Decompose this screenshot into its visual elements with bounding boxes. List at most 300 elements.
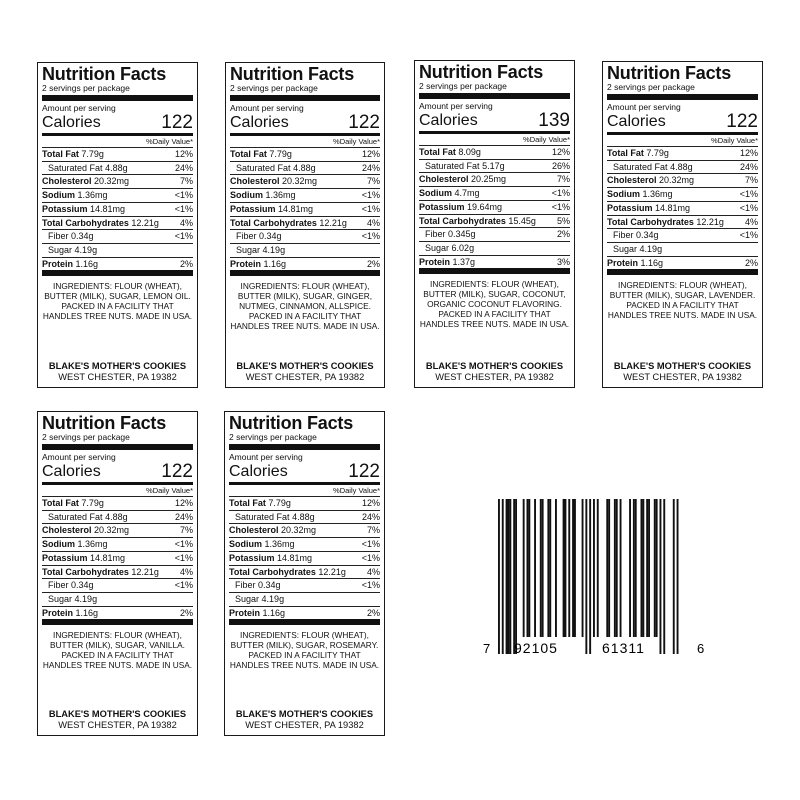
nutrient-row xyxy=(607,146,758,160)
nutrient-name-amount xyxy=(42,217,159,230)
nutrient-name: Total Carbohydrates xyxy=(230,217,317,228)
nutrient-daily-value: 4% xyxy=(179,217,193,228)
nutrient-amount: 4.19g xyxy=(261,593,285,604)
barcode-bar xyxy=(614,499,616,637)
nutrient-row xyxy=(230,188,380,202)
barcode-bar xyxy=(585,499,587,654)
nutrient-name: Protein xyxy=(42,607,74,618)
divider-thick xyxy=(230,95,380,101)
nutrient-daily-value: 2% xyxy=(366,607,380,618)
nutrient-amount: 4.19g xyxy=(74,244,98,255)
nutrition-label-vanilla xyxy=(37,411,198,736)
nutrient-daily-value: <1% xyxy=(174,539,193,550)
nutrient-amount: 1.36mg xyxy=(264,539,295,550)
barcode-bar xyxy=(509,499,511,654)
nutrient-daily-value: 2% xyxy=(179,258,193,269)
nutrient-name-amount xyxy=(42,189,108,202)
nutrient-name-amount xyxy=(42,579,94,592)
nutrient-row xyxy=(230,147,380,161)
barcode-bar xyxy=(542,499,544,637)
nutrient-name: Sodium xyxy=(42,539,75,550)
nutrient-name: Total Carbohydrates xyxy=(42,566,129,577)
label-title: Nutrition Facts xyxy=(419,62,544,82)
nutrient-row xyxy=(42,161,193,175)
company-name: BLAKE'S MOTHER'S COOKIES xyxy=(48,361,187,371)
divider-thick xyxy=(229,444,380,450)
amount-per-serving: Amount per serving xyxy=(42,452,116,462)
nutrient-amount: 4.19g xyxy=(74,593,98,604)
label-footer xyxy=(226,361,384,383)
nutrient-row xyxy=(419,214,570,228)
daily-value-header: %Daily Value* xyxy=(333,137,380,146)
nutrient-amount: 4.88g xyxy=(293,162,316,173)
nutrient-daily-value: 4% xyxy=(179,566,193,577)
nutrient-daily-value: <1% xyxy=(361,539,380,550)
company-address: WEST CHESTER, PA 19382 xyxy=(245,720,364,730)
nutrient-amount: 12.21g xyxy=(131,217,159,228)
nutrient-name: Sodium xyxy=(607,189,640,200)
nutrient-name: Total Carbohydrates xyxy=(229,566,316,577)
nutrient-name: Cholesterol xyxy=(230,176,280,187)
nutrient-daily-value: 12% xyxy=(174,498,193,508)
nutrient-name: Cholesterol xyxy=(419,174,469,185)
nutrient-name: Total Carbohydrates xyxy=(607,216,694,227)
nutrient-row xyxy=(419,227,570,241)
nutrient-daily-value: 12% xyxy=(174,149,193,159)
nutrient-row xyxy=(607,215,758,229)
nutrient-amount: 1.36mg xyxy=(77,190,108,201)
nutrient-name-amount xyxy=(230,258,286,271)
barcode-bar xyxy=(660,499,662,654)
divider-thick xyxy=(42,619,193,625)
daily-value-header: %Daily Value* xyxy=(523,135,570,144)
nutrient-name: Potassium xyxy=(229,552,275,563)
nutrient-name-amount xyxy=(42,162,128,175)
nutrient-amount: 20.32mg xyxy=(281,525,317,536)
nutrient-name-amount xyxy=(607,174,694,187)
nutrient-row xyxy=(229,551,380,565)
nutrient-daily-value: <1% xyxy=(361,552,380,563)
nutrient-row xyxy=(419,241,570,255)
nutrient-name-amount xyxy=(419,187,480,200)
nutrient-row xyxy=(42,510,193,524)
nutrient-row xyxy=(42,537,193,551)
nutrient-row xyxy=(607,187,758,201)
nutrient-daily-value: 4% xyxy=(366,566,380,577)
servings-per-package: 2 servings per package xyxy=(419,81,507,91)
nutrient-row xyxy=(607,242,758,256)
nutrient-name: Cholesterol xyxy=(229,525,279,536)
barcode-bar xyxy=(508,499,510,654)
nutrient-row xyxy=(229,592,380,606)
nutrient-name-amount xyxy=(229,607,285,620)
nutrient-row xyxy=(42,147,193,161)
nutrient-row xyxy=(607,173,758,187)
nutrient-name: Fiber xyxy=(48,231,69,242)
nutrient-name-amount xyxy=(230,148,292,161)
nutrient-name-amount xyxy=(230,203,313,216)
nutrient-name-amount xyxy=(42,607,98,620)
nutrient-name: Fiber xyxy=(48,580,69,591)
calories-row xyxy=(42,113,193,132)
nutrient-name-amount xyxy=(42,497,104,510)
divider-thick xyxy=(229,619,380,625)
nutrient-row xyxy=(42,606,193,620)
divider-medium xyxy=(607,132,758,135)
divider-thick xyxy=(42,95,193,101)
divider-thick xyxy=(607,94,758,100)
nutrient-row xyxy=(419,145,570,159)
company-name: BLAKE'S MOTHER'S COOKIES xyxy=(236,361,374,371)
company-name: BLAKE'S MOTHER'S COOKIES xyxy=(235,709,374,719)
nutrient-name: Potassium xyxy=(42,552,88,563)
nutrient-daily-value: 12% xyxy=(739,148,758,158)
nutrient-name: Fiber xyxy=(613,230,634,241)
nutrient-amount: 14.81mg xyxy=(90,552,126,563)
nutrient-daily-value: 4% xyxy=(744,216,758,227)
nutrient-amount: 4.19g xyxy=(262,244,286,255)
nutrient-name-amount xyxy=(607,147,669,160)
nutrient-amount: 12.21g xyxy=(131,566,159,577)
nutrient-amount: 4.88g xyxy=(670,161,693,172)
nutrient-name: Total Fat xyxy=(419,147,456,157)
nutrient-amount: 7.79g xyxy=(81,498,104,508)
nutrient-row xyxy=(229,510,380,524)
label-title: Nutrition Facts xyxy=(607,63,732,83)
nutrient-name-amount xyxy=(419,242,474,255)
divider-medium xyxy=(42,133,193,136)
nutrient-amount: 14.81mg xyxy=(278,203,314,214)
calories-label: Calories xyxy=(419,112,478,129)
nutrient-row xyxy=(229,606,380,620)
nutrient-name-amount xyxy=(230,230,282,243)
nutrient-name: Sodium xyxy=(229,539,262,550)
barcode-bar xyxy=(663,499,665,654)
nutrient-row xyxy=(229,565,380,579)
nutrient-amount: 1.16g xyxy=(75,258,99,269)
barcode-bar xyxy=(513,499,515,654)
barcode-bar xyxy=(589,499,591,654)
nutrient-name-amount xyxy=(230,189,296,202)
divider-thick xyxy=(419,268,570,274)
barcode-bar xyxy=(568,499,570,637)
calories-row xyxy=(230,113,380,132)
barcode-bar xyxy=(620,499,622,637)
nutrient-amount: 4.7mg xyxy=(454,188,480,199)
barcode-bar xyxy=(635,499,637,637)
nutrient-row xyxy=(230,229,380,243)
servings-per-package: 2 servings per package xyxy=(230,83,318,93)
nutrient-daily-value: <1% xyxy=(739,230,758,241)
divider-thick xyxy=(42,270,193,276)
barcode-check-digit: 6 xyxy=(697,641,705,656)
barcode-bar xyxy=(574,499,576,637)
nutrient-amount: 4.88g xyxy=(292,511,315,522)
nutrient-daily-value: <1% xyxy=(174,580,193,591)
nutrient-daily-value: <1% xyxy=(739,202,758,213)
barcode-bar xyxy=(646,499,648,637)
calories-value: 139 xyxy=(538,110,570,131)
ingredients-text: INGREDIENTS: FLOUR (WHEAT), BUTTER (MILK), SUGAR, LAVENDER. PACKED IN A FACILITY THAT HANDLES TREE NUTS. MADE IN USA. xyxy=(607,280,758,321)
nutrient-daily-value: 24% xyxy=(174,511,193,522)
nutrient-name: Total Fat xyxy=(230,149,267,159)
calories-value: 122 xyxy=(726,111,758,132)
barcode-bar xyxy=(629,499,631,637)
nutrient-amount: 0.34g xyxy=(71,231,94,242)
daily-value-header: %Daily Value* xyxy=(146,137,193,146)
nutrient-amount: 1.36mg xyxy=(642,189,673,200)
divider-medium xyxy=(419,131,570,134)
barcode-bar xyxy=(563,499,565,637)
nutrient-row xyxy=(42,243,193,257)
nutrient-amount: 20.32mg xyxy=(94,176,130,187)
nutrient-row xyxy=(230,202,380,216)
nutrient-name: Protein xyxy=(230,258,262,269)
nutrient-name-amount xyxy=(419,160,505,173)
nutrient-name: Saturated Fat xyxy=(613,161,668,172)
nutrient-daily-value: 12% xyxy=(361,498,380,508)
nutrient-daily-value: 24% xyxy=(174,162,193,173)
barcode-bar xyxy=(582,499,584,637)
nutrient-daily-value: 2% xyxy=(366,258,380,269)
barcode-bar xyxy=(506,499,508,654)
nutrient-amount: 1.16g xyxy=(640,257,664,268)
barcode-bar xyxy=(648,499,650,637)
barcode-bar xyxy=(572,499,574,637)
nutrient-row xyxy=(229,578,380,592)
nutrient-amount: 20.32mg xyxy=(94,525,130,536)
nutrient-amount: 5.17g xyxy=(482,160,505,171)
servings-per-package: 2 servings per package xyxy=(42,432,130,442)
nutrient-amount: 7.79g xyxy=(81,149,104,159)
nutrient-name: Potassium xyxy=(230,203,276,214)
nutrient-daily-value: 24% xyxy=(361,511,380,522)
barcode-right-digits: 61311 xyxy=(602,640,645,656)
nutrient-row xyxy=(230,257,380,271)
nutrient-daily-value: <1% xyxy=(551,188,570,199)
nutrient-row xyxy=(607,201,758,215)
nutrient-name-amount xyxy=(229,511,315,524)
nutrient-name: Total Fat xyxy=(42,149,79,159)
label-footer xyxy=(415,361,574,383)
servings-per-package: 2 servings per package xyxy=(229,432,317,442)
nutrient-row xyxy=(229,537,380,551)
nutrient-name-amount xyxy=(42,230,94,243)
nutrient-amount: 7.79g xyxy=(269,149,292,159)
nutrient-amount: 20.25mg xyxy=(471,174,507,185)
nutrient-name-amount xyxy=(607,243,662,256)
calories-label: Calories xyxy=(229,463,288,480)
nutrient-name-amount xyxy=(42,148,104,161)
nutrient-name-amount xyxy=(607,257,663,270)
nutrient-amount: 0.34g xyxy=(259,231,282,242)
nutrient-row xyxy=(607,160,758,174)
nutrient-amount: 15.45g xyxy=(508,215,536,226)
nutrient-name-amount xyxy=(229,497,291,510)
nutrient-name: Saturated Fat xyxy=(235,511,290,522)
nutrient-daily-value: <1% xyxy=(361,190,380,201)
nutrient-name-amount xyxy=(607,229,659,242)
barcode-bar xyxy=(534,499,536,637)
nutrient-row xyxy=(42,578,193,592)
nutrient-amount: 19.64mg xyxy=(467,201,503,212)
nutrition-label-rosemary xyxy=(224,411,385,736)
nutrient-row xyxy=(42,229,193,243)
calories-row xyxy=(229,462,380,481)
nutrient-daily-value: <1% xyxy=(174,203,193,214)
barcode-bar xyxy=(515,499,517,654)
nutrient-amount: 1.16g xyxy=(263,258,287,269)
divider-thick xyxy=(419,93,570,99)
nutrient-daily-value: 12% xyxy=(361,149,380,159)
nutrient-name: Saturated Fat xyxy=(48,162,103,173)
nutrient-name: Total Fat xyxy=(607,148,644,158)
nutrient-name: Sodium xyxy=(42,190,75,201)
barcode-bar xyxy=(673,499,675,654)
barcode-bar xyxy=(565,499,567,637)
nutrient-daily-value: <1% xyxy=(739,189,758,200)
ingredients-text: INGREDIENTS: FLOUR (WHEAT), BUTTER (MILK), SUGAR, LEMON OIL. PACKED IN A FACILITY THAT HANDLES TREE NUTS. MADE IN USA. xyxy=(42,281,193,322)
nutrient-daily-value: 24% xyxy=(739,161,758,172)
nutrient-name-amount xyxy=(419,146,481,159)
company-address: WEST CHESTER, PA 19382 xyxy=(623,372,742,382)
barcode-bar xyxy=(641,499,643,637)
calories-label: Calories xyxy=(42,114,101,131)
nutrient-amount: 4.19g xyxy=(639,243,663,254)
calories-value: 122 xyxy=(161,461,193,482)
nutrient-amount: 7.79g xyxy=(646,148,669,158)
nutrient-row xyxy=(229,496,380,510)
divider-medium xyxy=(42,482,193,485)
servings-per-package: 2 servings per package xyxy=(42,83,130,93)
ingredients-text: INGREDIENTS: FLOUR (WHEAT), BUTTER (MILK), SUGAR, VANILLA. PACKED IN A FACILITY THAT HANDLES TREE NUTS. MADE IN USA. xyxy=(42,630,193,671)
nutrient-row xyxy=(230,243,380,257)
nutrient-row xyxy=(230,216,380,230)
nutrient-daily-value: <1% xyxy=(551,201,570,212)
company-name: BLAKE'S MOTHER'S COOKIES xyxy=(425,361,564,371)
nutrient-row xyxy=(42,257,193,271)
nutrient-amount: 14.81mg xyxy=(655,202,691,213)
nutrient-name: Protein xyxy=(607,257,639,268)
nutrient-row xyxy=(42,565,193,579)
nutrient-name: Saturated Fat xyxy=(236,162,291,173)
nutrient-row xyxy=(42,523,193,537)
nutrient-name-amount xyxy=(419,201,502,214)
nutrient-name-amount xyxy=(607,161,693,174)
nutrient-amount: 12.21g xyxy=(319,217,347,228)
nutrient-name-amount xyxy=(42,524,129,537)
nutrient-name-amount xyxy=(607,202,690,215)
nutrient-name: Sugar xyxy=(48,244,73,255)
barcode xyxy=(478,497,712,665)
barcode-bar xyxy=(555,499,557,637)
label-title: Nutrition Facts xyxy=(42,413,167,433)
nutrient-amount: 1.36mg xyxy=(265,190,296,201)
nutrient-name: Sodium xyxy=(419,188,452,199)
daily-value-header: %Daily Value* xyxy=(333,486,380,495)
nutrient-name-amount xyxy=(419,173,506,186)
barcode-bar xyxy=(540,499,542,637)
nutrient-name-amount xyxy=(229,579,281,592)
servings-per-package: 2 servings per package xyxy=(607,82,695,92)
nutrient-name: Total Carbohydrates xyxy=(42,217,129,228)
nutrient-name: Potassium xyxy=(607,202,653,213)
nutrient-amount: 1.16g xyxy=(75,607,99,618)
barcode-bar xyxy=(633,499,635,637)
nutrient-amount: 12.21g xyxy=(696,216,724,227)
barcode-bar xyxy=(642,499,644,637)
nutrient-name: Sugar xyxy=(236,244,261,255)
nutrient-name: Saturated Fat xyxy=(48,511,103,522)
nutrient-amount: 14.81mg xyxy=(90,203,126,214)
nutrient-amount: 20.32mg xyxy=(659,175,695,186)
nutrient-daily-value: 2% xyxy=(179,607,193,618)
nutrient-daily-value: 3% xyxy=(556,256,570,267)
calories-row xyxy=(607,112,758,131)
nutrient-name: Cholesterol xyxy=(42,525,92,536)
company-name: BLAKE'S MOTHER'S COOKIES xyxy=(48,709,187,719)
calories-label: Calories xyxy=(42,463,101,480)
nutrient-row xyxy=(229,523,380,537)
nutrient-name-amount xyxy=(607,216,724,229)
nutrient-name-amount xyxy=(229,552,312,565)
barcode-bars xyxy=(498,499,679,654)
calories-value: 122 xyxy=(348,461,380,482)
nutrient-name: Protein xyxy=(229,607,261,618)
nutrient-daily-value: 7% xyxy=(556,174,570,185)
nutrient-daily-value: 7% xyxy=(366,525,380,536)
barcode-bar xyxy=(528,499,530,637)
nutrition-label-ginger xyxy=(225,62,385,388)
nutrient-daily-value: <1% xyxy=(174,231,193,242)
nutrient-name-amount xyxy=(229,566,346,579)
nutrient-name-amount xyxy=(230,244,285,257)
nutrient-name: Fiber xyxy=(425,229,446,240)
divider-thick xyxy=(607,269,758,275)
amount-per-serving: Amount per serving xyxy=(229,452,303,462)
nutrient-amount: 4.88g xyxy=(105,162,128,173)
nutrient-row xyxy=(42,188,193,202)
nutrient-row xyxy=(419,186,570,200)
nutrient-amount: 0.34g xyxy=(636,230,659,241)
calories-label: Calories xyxy=(230,114,289,131)
barcode-bar xyxy=(616,499,618,637)
barcode-bar xyxy=(549,499,551,637)
nutrient-name-amount xyxy=(42,538,108,551)
calories-value: 122 xyxy=(161,112,193,133)
nutrient-row xyxy=(419,159,570,173)
label-footer xyxy=(38,361,197,383)
nutrient-row xyxy=(42,496,193,510)
nutrient-name-amount xyxy=(42,258,98,271)
nutrient-amount: 1.36mg xyxy=(77,539,108,550)
nutrient-name-amount xyxy=(419,215,536,228)
amount-per-serving: Amount per serving xyxy=(230,103,304,113)
nutrient-amount: 0.34g xyxy=(258,580,281,591)
nutrient-name-amount xyxy=(42,566,159,579)
nutrient-row xyxy=(42,174,193,188)
nutrient-name: Sodium xyxy=(230,190,263,201)
barcode-bar xyxy=(523,499,525,637)
amount-per-serving: Amount per serving xyxy=(42,103,116,113)
barcode-bar xyxy=(593,499,595,637)
divider-thick xyxy=(230,270,380,276)
barcode-bar xyxy=(502,499,504,654)
nutrient-name-amount xyxy=(42,511,128,524)
nutrient-daily-value: 7% xyxy=(179,525,193,536)
ingredients-text: INGREDIENTS: FLOUR (WHEAT), BUTTER (MILK), SUGAR, ROSEMARY. PACKED IN A FACILITY THAT HANDLES TREE NUTS. MADE IN USA. xyxy=(229,630,380,671)
nutrient-name: Sugar xyxy=(48,593,73,604)
